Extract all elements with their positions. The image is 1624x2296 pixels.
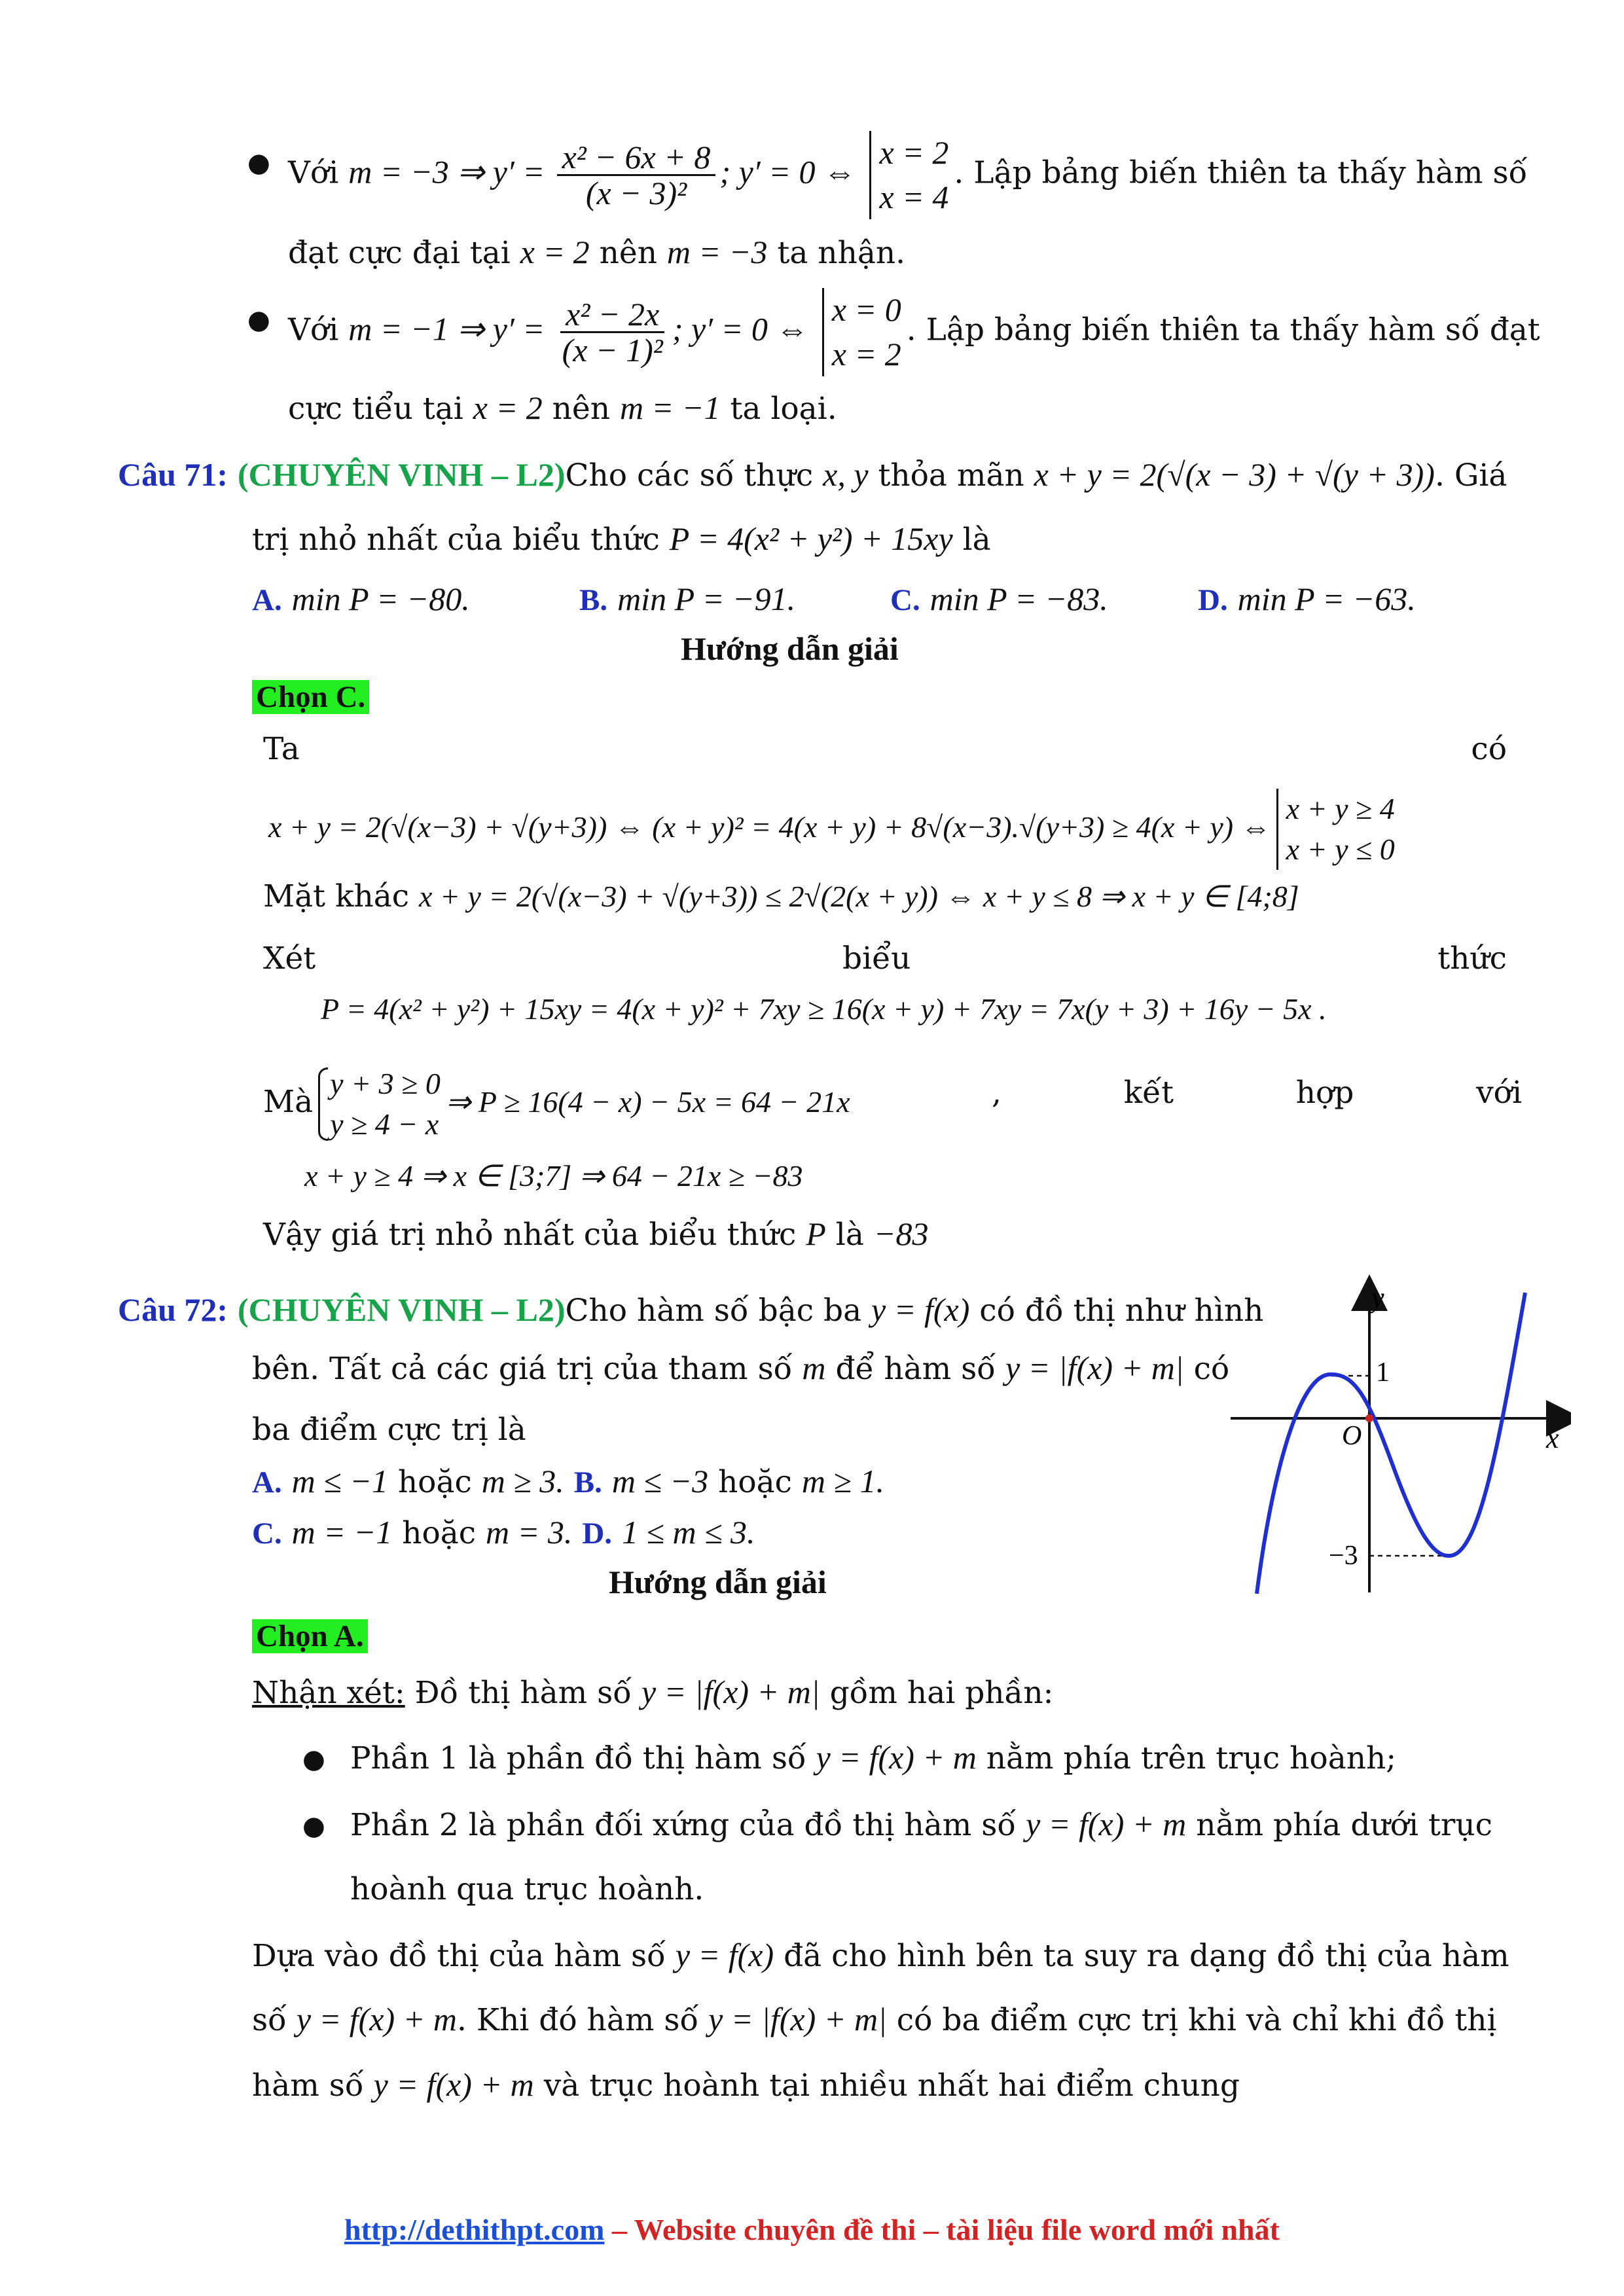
math: x + y = 2(√(x−3) + √(y+3)) ⇔ (x + y)² = 4(x + y) + 8√(x−3).√(y+3) ≥ 4(x + y) ⇔	[268, 810, 1271, 844]
bullet-icon: ●	[302, 1744, 325, 1774]
question-72-line-3	[252, 1401, 1234, 1460]
math: m = −3	[666, 234, 768, 270]
guide-heading: Hướng dẫn giải	[609, 1564, 827, 1600]
footer-link[interactable]: http://dethithpt.com	[344, 2213, 605, 2246]
solution-line-8	[263, 1204, 1507, 1263]
text: gồm hai phần:	[820, 1675, 1054, 1711]
math: m	[802, 1350, 826, 1386]
deduce-line-3	[252, 2055, 1528, 2114]
text: . Lập bảng biến thiên ta thấy hàm số đạt	[906, 312, 1540, 348]
math: P	[806, 1215, 826, 1252]
question-source: (CHUYÊN VINH – L2)	[238, 456, 566, 493]
text: đã cho hình bên ta suy ra dạng đồ thị của hàm	[774, 1938, 1509, 1974]
text: cực tiểu tại	[288, 391, 473, 427]
math: m = −1 ⇒ y′ =	[348, 310, 553, 348]
text: biểu	[842, 941, 911, 977]
tick-label-minus-3: −3	[1329, 1541, 1358, 1571]
text: để hàm số	[825, 1351, 1005, 1387]
text: Mà	[263, 1084, 314, 1121]
option-key: A.	[252, 583, 282, 617]
text: Cho hàm số bậc ba	[565, 1293, 872, 1329]
line-1	[288, 131, 1532, 215]
option-key: D.	[1198, 583, 1228, 617]
math: P = 4(x² + y²) + 15xy = 4(x + y)² + 7xy ≥ 16(x + y) + 7xy = 7x(y + 3) + 16y − 5x .	[321, 992, 1327, 1026]
option-value: m = 3.	[486, 1514, 573, 1551]
text: Phần 2 là phần đối xứng của đồ thị hàm số	[350, 1807, 1026, 1843]
text: nên	[542, 391, 620, 427]
part-1-line	[350, 1728, 1528, 1787]
option-key: A.	[252, 1465, 282, 1499]
math: P = 4(x² + y²) + 15xy	[669, 520, 953, 557]
case: x = 4	[879, 178, 949, 215]
text: . Lập bảng biến thiên ta thấy hàm số	[954, 154, 1528, 191]
question-72-line-2	[252, 1338, 1234, 1397]
case: x + y ≤ 0	[1286, 833, 1395, 867]
case: y ≥ 4 − x	[330, 1107, 439, 1141]
math: x = 2	[520, 234, 590, 270]
case: x = 2	[831, 335, 901, 372]
text: là	[952, 522, 991, 558]
option-c[interactable]	[252, 1515, 572, 1551]
solution-line-1	[263, 720, 1507, 779]
tick-label-1: 1	[1376, 1357, 1390, 1388]
math: x, y	[823, 456, 869, 493]
fraction	[557, 140, 716, 211]
origin-label: O	[1342, 1421, 1362, 1451]
math: y = f(x) + m	[816, 1739, 977, 1776]
denominator: (x − 1)²	[562, 332, 663, 368]
text: và trục hoành tại nhiều nhất hai điểm chung	[533, 2068, 1240, 2104]
text: thức	[1437, 941, 1507, 977]
text: Đồ thị hàm số	[405, 1675, 641, 1711]
text: bên. Tất cả các giá trị của tham số	[252, 1351, 803, 1387]
question-number: Câu 72:	[118, 1291, 228, 1328]
cubic-graph	[1231, 1273, 1571, 1600]
text: Dựa vào đồ thị của hàm số	[252, 1938, 676, 1974]
answer-choice	[252, 1607, 448, 1666]
math: y = f(x)	[675, 1937, 774, 1973]
math: ⇒ P ≥ 16(4 − x) − 5x = 64 − 21x	[445, 1085, 850, 1119]
text: với	[1476, 1075, 1522, 1111]
option-value: m ≤ −1	[291, 1463, 388, 1499]
text: số	[252, 2002, 297, 2038]
guide-heading: Hướng dẫn giải	[681, 630, 899, 667]
math: y = f(x) + m	[296, 2001, 457, 2037]
option-value: min P = −83.	[929, 581, 1108, 617]
bullet-icon: ●	[247, 305, 270, 335]
text: Ta	[263, 731, 300, 767]
math: y = |f(x) + m|	[1005, 1350, 1184, 1386]
text: ta nhận.	[767, 235, 906, 271]
option-key: D.	[582, 1516, 613, 1551]
remark-label: Nhận xét:	[252, 1675, 405, 1711]
solution-line-3	[263, 867, 1507, 926]
math: y = f(x) + m	[1026, 1806, 1187, 1842]
line-3	[288, 288, 1540, 372]
part-2-line-2	[350, 1860, 1528, 1919]
text: hoành qua trục hoành.	[350, 1871, 704, 1907]
option-key: B.	[579, 583, 608, 617]
math: x + y = 2(√(x − 3) + √(y + 3))	[1034, 456, 1435, 493]
question-71-header	[118, 445, 1624, 504]
text: ta loại.	[720, 391, 837, 427]
solution-set	[869, 131, 948, 219]
option-value: 1 ≤ m ≤ 3.	[622, 1514, 755, 1551]
text: ,	[992, 1075, 1001, 1111]
options-ab	[252, 1452, 1234, 1511]
deduce-line-1	[252, 1926, 1528, 1984]
solution-set	[822, 288, 901, 376]
text: có đồ thị như hình	[969, 1293, 1264, 1329]
text: . Khi đó hàm số	[457, 2002, 709, 2038]
math: y = f(x) + m	[373, 2066, 534, 2103]
text: hoặc	[392, 1515, 486, 1551]
text: Với	[288, 312, 349, 348]
option-value: m ≤ −3	[611, 1463, 709, 1499]
text: thỏa mãn	[868, 457, 1034, 493]
case: x = 0	[831, 291, 901, 328]
denominator: (x − 3)²	[585, 175, 687, 211]
math: −83	[873, 1215, 929, 1252]
math: x = 2	[473, 389, 543, 426]
answer-choice	[252, 668, 448, 726]
bullet-icon: ●	[302, 1811, 325, 1841]
math: y = |f(x) + m|	[641, 1674, 820, 1710]
question-source: (CHUYÊN VINH – L2)	[238, 1291, 566, 1328]
option-value: min P = −63.	[1237, 581, 1416, 617]
text: Mặt khác	[263, 878, 420, 914]
option-value: m ≥ 3.	[481, 1463, 564, 1499]
y-axis-label: y	[1371, 1282, 1384, 1314]
question-number: Câu 71:	[118, 456, 228, 493]
option-key: C.	[890, 583, 920, 617]
text: có	[1471, 731, 1507, 767]
fraction	[557, 297, 668, 368]
case: y + 3 ≥ 0	[330, 1067, 441, 1100]
solution-line-6-tail	[992, 1064, 1522, 1122]
case: x + y ≥ 4	[1286, 792, 1395, 825]
answer-highlight: Chọn C.	[252, 680, 369, 714]
text: Cho các số thực	[565, 457, 823, 493]
line-2	[288, 223, 1624, 281]
question-71-line-2	[252, 509, 1624, 568]
option-d[interactable]	[1198, 569, 1512, 628]
solution-line-2	[268, 789, 1512, 867]
text: kết	[1123, 1075, 1174, 1111]
numerator: x² − 2x	[560, 297, 664, 334]
text: có ba điểm cực trị khi và chỉ khi đồ thị	[886, 2002, 1497, 2038]
text: . Giá	[1434, 457, 1507, 493]
text: Xét	[263, 941, 316, 977]
math: x + y = 2(√(x−3) + √(y+3)) ≤ 2√(2(x + y)) ⇔ x + y ≤ 8 ⇒ x + y ∈ [4;8]	[419, 880, 1299, 913]
option-value: m ≥ 1.	[801, 1463, 884, 1499]
footer	[0, 2212, 1624, 2247]
text: Với	[288, 154, 349, 191]
option-key: C.	[252, 1516, 282, 1551]
option-value: min P = −91.	[617, 581, 796, 617]
numerator: x² − 6x + 8	[557, 140, 716, 177]
option-d[interactable]	[582, 1515, 755, 1551]
text: Phần 1 là phần đồ thị hàm số	[350, 1740, 816, 1776]
footer-text: – Website chuyên đề thi – tài liệu file word mới nhất	[604, 2213, 1280, 2246]
condition-set	[1276, 789, 1395, 870]
math: ; y′ = 0 ⇔	[672, 310, 817, 348]
text: là	[825, 1217, 874, 1253]
math: y = |f(x) + m|	[708, 2001, 887, 2037]
text: nên	[589, 235, 667, 271]
text: nằm phía dưới trục	[1186, 1807, 1492, 1843]
math: y = f(x)	[871, 1291, 970, 1328]
solution-line-7	[304, 1147, 1548, 1206]
text: hàm số	[252, 2068, 374, 2104]
bullet-icon: ●	[247, 148, 270, 178]
option-b[interactable]	[574, 1464, 884, 1500]
math: x + y ≥ 4 ⇒ x ∈ [3;7] ⇒ 64 − 21x ≥ −83	[304, 1159, 803, 1193]
part-2-line	[350, 1795, 1528, 1854]
deduce-line-2	[252, 1990, 1528, 2049]
x-axis-label: x	[1546, 1422, 1559, 1454]
text: Vậy giá trị nhỏ nhất của biểu thức	[263, 1217, 806, 1253]
option-key: B.	[573, 1465, 602, 1499]
text: hợp	[1295, 1075, 1354, 1111]
text: đạt cực đại tại	[288, 235, 520, 271]
solution-line-5	[321, 980, 1564, 1039]
math: ; y′ = 0 ⇔	[719, 153, 865, 190]
cubic-curve	[1257, 1293, 1525, 1594]
option-value: min P = −80.	[291, 581, 470, 617]
text: nằm phía trên trục hoành;	[976, 1740, 1397, 1776]
option-value: m = −1	[291, 1514, 393, 1551]
remark-line	[252, 1662, 1496, 1721]
text: có	[1183, 1351, 1230, 1387]
math: m = −1	[619, 389, 721, 426]
origin-point	[1365, 1414, 1373, 1422]
question-72-header	[118, 1280, 1348, 1339]
line-4	[288, 378, 1624, 437]
answer-highlight: Chọn A.	[252, 1619, 368, 1653]
condition-system	[318, 1064, 441, 1145]
text: hoặc	[388, 1464, 482, 1500]
option-a[interactable]	[252, 1464, 564, 1500]
case: x = 2	[879, 134, 949, 171]
text: trị nhỏ nhất của biểu thức	[252, 522, 670, 558]
math: m = −3 ⇒ y′ =	[348, 153, 553, 190]
text: ba điểm cực trị là	[252, 1412, 526, 1448]
text: hoặc	[708, 1464, 802, 1500]
